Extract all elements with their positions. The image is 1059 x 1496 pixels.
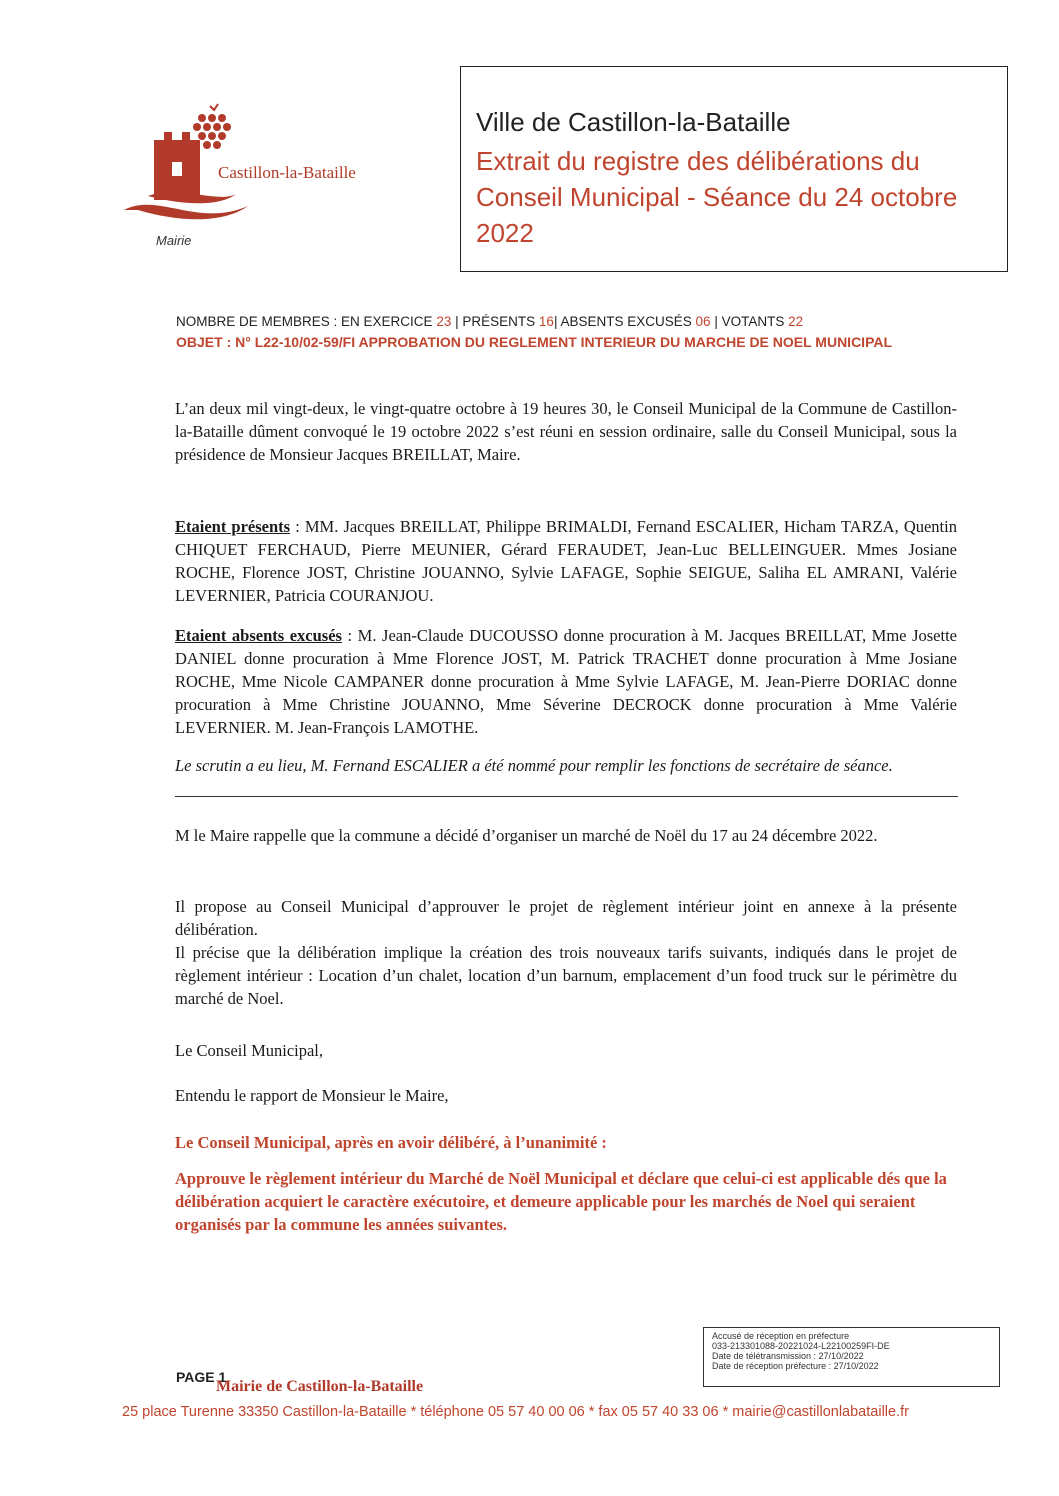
label-votants: | VOTANTS xyxy=(714,314,785,329)
stamp-line-4: Date de réception préfecture : 27/10/2022 xyxy=(712,1361,879,1371)
value-votants: 22 xyxy=(788,314,804,329)
objet-heading: OBJET : N° L22-10/02-59/FI APPROBATION DU REGLEMENT INTERIEUR DU MARCHE DE NOEL MUNICIPAL xyxy=(176,334,893,350)
separator-line xyxy=(175,796,958,797)
absents-paragraph xyxy=(175,624,957,739)
label-absents: | ABSENTS EXCUSÉS xyxy=(553,314,692,329)
stamp-line-3: Date de télétransmission : 27/10/2022 xyxy=(712,1351,864,1361)
stamp-line-2: 033-213301088-20221024-L22100259FI-DE xyxy=(712,1341,890,1351)
label-exercice: NOMBRE DE MEMBRES : EN EXERCICE xyxy=(176,314,433,329)
members-count xyxy=(176,314,803,329)
value-exercice: 23 xyxy=(436,314,452,329)
absents-label: Etaient absents excusés xyxy=(175,626,342,645)
logo-subtitle: Mairie xyxy=(156,233,192,248)
decision-text: Approuve le règlement intérieur du Marché de Noël Municipal et déclare que celui-ci est applicable dés que la délibération acquiert le caractère exécutoire, et demeure applicable pour les marchés de Noel qui seraient organisés par la commune les années suivantes. xyxy=(175,1169,947,1234)
presents-paragraph xyxy=(175,515,957,607)
body-paragraph-2: Il propose au Conseil Municipal d’approuver le projet de règlement intérieur joint en annexe à la présente délibération. xyxy=(175,897,957,939)
scrutin-paragraph: Le scrutin a eu lieu, M. Fernand ESCALIER a été nommé pour remplir les fonctions de secrétaire de séance. xyxy=(175,756,893,775)
stamp-line-1: Accusé de réception en préfecture xyxy=(712,1331,850,1341)
body-paragraph-5: Entendu le rapport de Monsieur le Maire, xyxy=(175,1086,449,1105)
footer-address: 25 place Turenne 33350 Castillon-la-Bataille * téléphone 05 57 40 00 06 * fax 05 57 40 33 06 * mairie@castillonlabataille.fr xyxy=(122,1404,909,1420)
body-paragraph-4: Le Conseil Municipal, xyxy=(175,1041,324,1060)
absents-text: : M. Jean-Claude DUCOUSSO donne procuration à M. Jacques BREILLAT, Mme Josette DANIEL donne procuration à Mme Florence JOST, M. Patrick TRACHET donne procuration à Mme Josiane ROCHE, Mme Nicole CAMPANER donne procuration à Mme Sylvie LAFAGE, M. Jean-Pierre DORIAC donne procuration à Mme Christine JOUANNO, Mme Séverine DECROCK donne procuration à Mme Valérie LEVERNIER. M. Jean-François LAMOTHE. xyxy=(175,626,957,737)
intro-paragraph: L’an deux mil vingt-deux, le vingt-quatre octobre à 19 heures 30, le Conseil Municipal de la Commune de Castillon-la-Bataille dûment convoqué le 19 octobre 2022 s’est réuni en session ordinaire, salle du Conseil Municipal, sous la présidence de Monsieur Jacques BREILLAT, Maire. xyxy=(175,399,957,464)
prefecture-receipt-stamp xyxy=(703,1327,1000,1387)
document-title: Extrait du registre des délibérations du Conseil Municipal - Séance du 24 octobre 2022 xyxy=(476,146,958,248)
city-name: Ville de Castillon-la-Bataille xyxy=(476,107,791,137)
body-paragraph-3: Il précise que la délibération implique la création des trois nouveaux tarifs suivants, indiqués dans le projet de règlement intérieur : Location d’un chalet, location d’un barnum, emplacement d’un food truck sur le périmètre du marché de Noel. xyxy=(175,943,957,1008)
footer-name: Mairie de Castillon-la-Bataille xyxy=(216,1378,424,1395)
presents-text: : MM. Jacques BREILLAT, Philippe BRIMALDI, Fernand ESCALIER, Hicham TARZA, Quentin CHIQUET FERCHAUD, Pierre MEUNIER, Gérard FERAUDET, Jean-Luc BELLEINGUER. Mmes Josiane ROCHE, Florence JOST, Christine JOUANNO, Sylvie LAFAGE, Sophie SEIGUE, Saliha EL AMRANI, Valérie LEVERNIER, Patricia COURANJOU. xyxy=(175,517,957,605)
presents-label: Etaient présents xyxy=(175,517,291,536)
value-presents: 16 xyxy=(538,314,554,329)
body-paragraph-1: M le Maire rappelle que la commune a décidé d’organiser un marché de Noël du 17 au 24 décembre 2022. xyxy=(175,826,878,845)
label-presents: | PRÉSENTS xyxy=(455,314,536,329)
value-absents: 06 xyxy=(695,314,711,329)
page-number: PAGE 1 xyxy=(176,1369,227,1385)
document-title-box xyxy=(460,66,1008,272)
logo-name: Castillon-la-Bataille xyxy=(218,163,356,182)
decision-heading: Le Conseil Municipal, après en avoir délibéré, à l’unanimité : xyxy=(175,1133,607,1152)
